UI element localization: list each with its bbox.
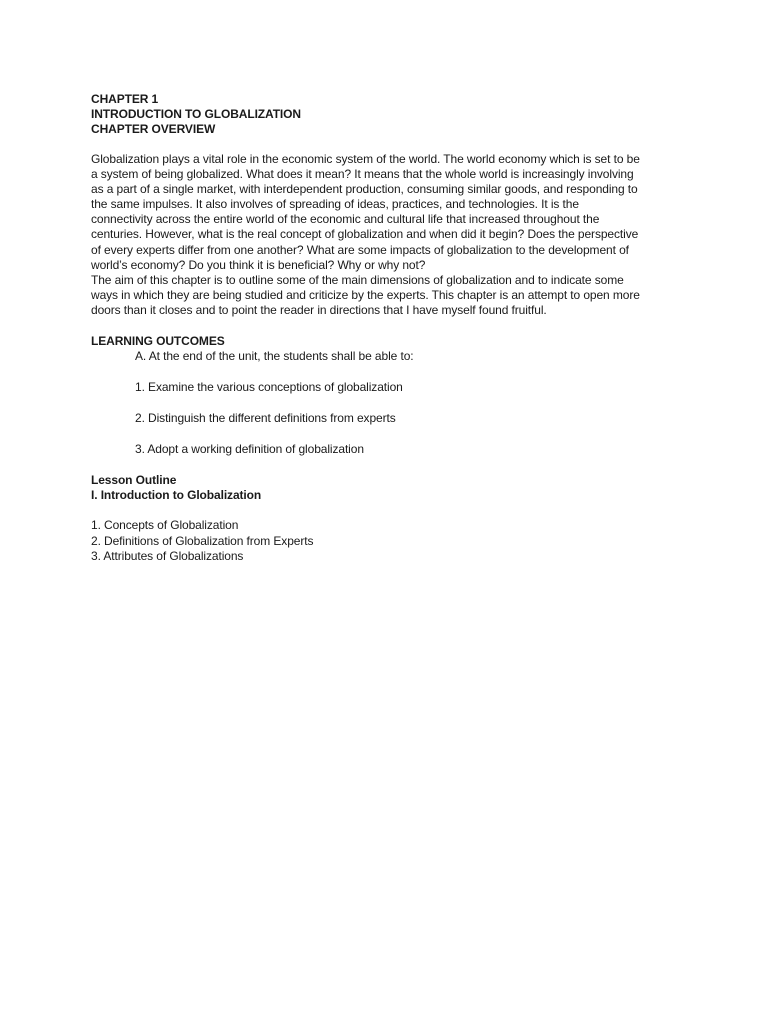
text-line: centuries. However, what is the real concept of globalization and when did it begin? Does the perspective bbox=[91, 227, 639, 242]
learning-outcomes-intro: A. At the end of the unit, the students shall be able to: bbox=[135, 349, 414, 364]
text-line: the same impulses. It also involves of spreading of ideas, practices, and technologies. It is the bbox=[91, 197, 579, 212]
text-line: a system of being globalized. What does it mean? It means that the whole world is increasingly involving bbox=[91, 167, 634, 182]
text-line: as a part of a single market, with interdependent production, consuming similar goods, and responding to bbox=[91, 182, 638, 197]
learning-outcome-item: 3. Adopt a working definition of globalization bbox=[135, 442, 364, 457]
learning-outcomes-heading: LEARNING OUTCOMES bbox=[91, 334, 225, 349]
overview-paragraph-1 bbox=[91, 152, 691, 273]
section-heading-overview: CHAPTER OVERVIEW bbox=[91, 122, 216, 136]
list-item: 1. Concepts of Globalization bbox=[91, 518, 239, 533]
lesson-outline-subheading: I. Introduction to Globalization bbox=[91, 488, 262, 503]
text-line: doors than it closes and to point the reader in directions that I have myself found fruitful. bbox=[91, 302, 547, 317]
lesson-outline-list bbox=[91, 518, 691, 565]
list-item: 2. Definitions of Globalization from Experts bbox=[91, 533, 314, 548]
chapter-label: CHAPTER 1 bbox=[91, 92, 159, 106]
text-line: of every experts differ from one another? What are some impacts of globalization to the development of bbox=[91, 242, 629, 257]
text-line: world’s economy? Do you think it is beneficial? Why or why not? bbox=[91, 257, 426, 272]
text-line: connectivity across the entire world of the economic and cultural life that increased throughout the bbox=[91, 212, 600, 227]
text-line: ways in which they are being studied and criticize by the experts. This chapter is an attempt to open more bbox=[91, 287, 640, 302]
text-line: The aim of this chapter is to outline some of the main dimensions of globalization and to indicate some bbox=[91, 272, 624, 287]
text-line: Globalization plays a vital role in the economic system of the world. The world economy which is set to be bbox=[91, 152, 640, 166]
chapter-title: INTRODUCTION TO GLOBALIZATION bbox=[91, 107, 301, 121]
overview-paragraph-2 bbox=[91, 273, 691, 318]
document-page bbox=[91, 92, 691, 565]
lesson-outline-heading: Lesson Outline bbox=[91, 473, 177, 488]
lesson-outline-section bbox=[91, 473, 691, 565]
learning-outcome-item: 2. Distinguish the different definitions from experts bbox=[135, 411, 396, 426]
list-item: 3. Attributes of Globalizations bbox=[91, 549, 244, 564]
learning-outcome-item: 1. Examine the various conceptions of globalization bbox=[135, 380, 403, 395]
